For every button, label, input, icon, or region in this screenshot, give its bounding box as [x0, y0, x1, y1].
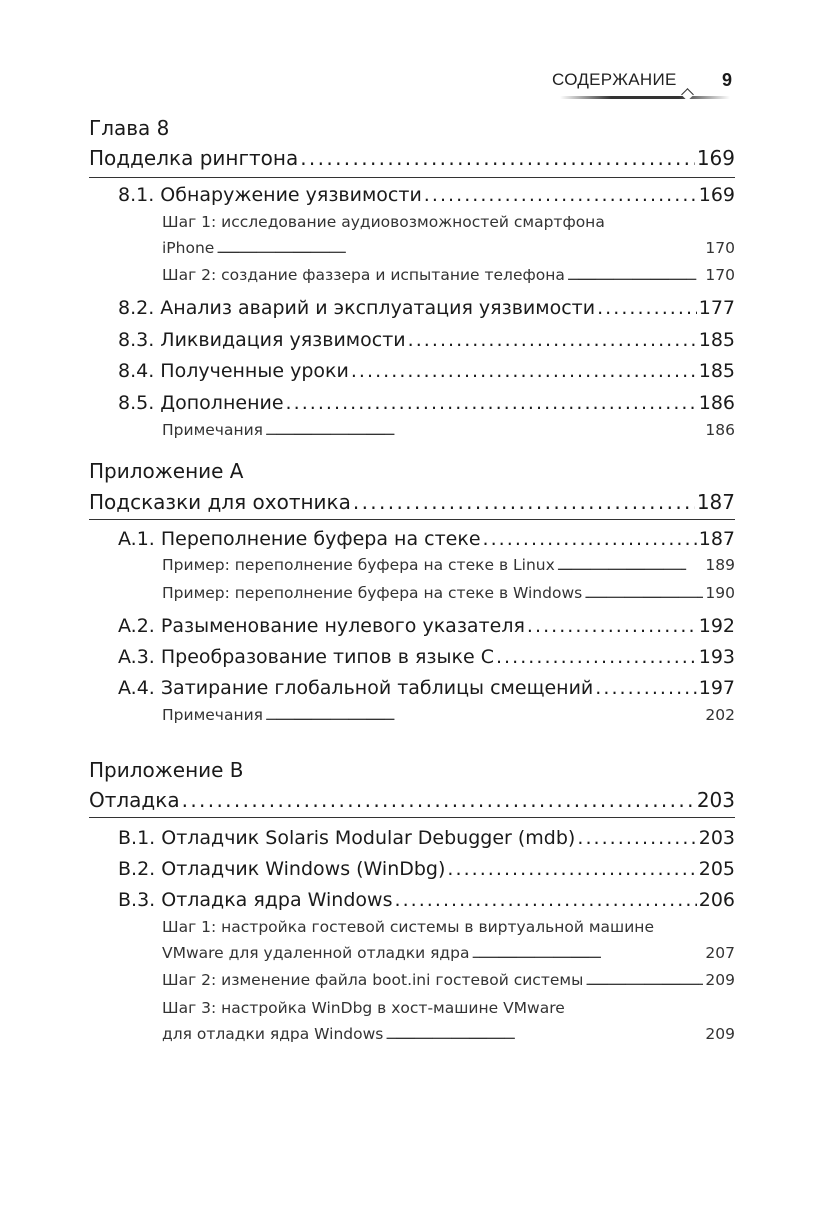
toc-entry-title: A.2. Разыменование нулевого указателя [118, 615, 525, 637]
toc-entry-page: 190 [705, 584, 735, 602]
toc-entry-sub [162, 213, 605, 231]
toc-entry-sub [162, 239, 735, 257]
dot-leader [585, 971, 703, 989]
dot-leader [584, 584, 703, 602]
toc-entry-chap [89, 758, 244, 782]
toc-entry-title: Шаг 2: создание фаззера и испытание телефона [162, 266, 565, 284]
toc-entry-title: B.1. Отладчик Solaris Modular Debugger (mdb) [118, 827, 576, 849]
toc-entry-title: B.2. Отладчик Windows (WinDbg) [118, 858, 446, 880]
dot-leader [483, 528, 697, 550]
header-rule [560, 96, 730, 99]
toc-entry-chap-title [89, 788, 735, 812]
toc-entry-title: для отладки ядра Windows [162, 1025, 384, 1043]
chapter-rule [89, 519, 735, 520]
dot-leader [394, 889, 696, 911]
dot-leader [527, 615, 697, 637]
toc-entry-sec [118, 615, 735, 637]
dot-leader [353, 490, 695, 514]
toc-entry-title: Подделка рингтона [89, 146, 299, 170]
toc-entry-sub [162, 421, 735, 439]
toc-entry-sub [162, 944, 735, 962]
toc-entry-sec [118, 889, 735, 911]
dot-leader [577, 827, 696, 849]
toc-entry-page: 170 [705, 239, 735, 257]
dot-leader [286, 392, 697, 414]
toc-entry-title: 8.4. Полученные уроки [118, 360, 349, 382]
toc-entry-sub [162, 999, 565, 1017]
toc-entry-page: 189 [705, 556, 735, 574]
toc-entry-title: Отладка [89, 788, 180, 812]
toc-entry-title: A.3. Преобразование типов в языке C [118, 646, 494, 668]
toc-entry-sec [118, 184, 735, 206]
toc-entry-title: A.4. Затирание глобальной таблицы смещений [118, 677, 594, 699]
toc-entry-sub [162, 266, 735, 284]
dot-leader [567, 266, 704, 284]
toc-entry-sec [118, 297, 735, 319]
toc-entry-page: 185 [698, 360, 735, 382]
toc-entry-sec [118, 392, 735, 414]
toc-entry-title: Шаг 3: настройка WinDbg в хост-машине VMware [162, 999, 565, 1017]
toc-entry-page: 207 [705, 944, 735, 962]
toc-entry-page: 169 [698, 184, 735, 206]
toc-entry-sub [162, 706, 735, 724]
toc-entry-page: 209 [705, 971, 735, 989]
dot-leader [408, 329, 697, 351]
toc-entry-page: 187 [696, 490, 735, 514]
toc-entry-sub [162, 1025, 735, 1043]
dot-leader [265, 706, 703, 724]
toc-entry-title: Шаг 1: исследование аудиовозможностей смартфона [162, 213, 605, 231]
toc-entry-title: Примечания [162, 706, 263, 724]
toc-entry-title: Приложение B [89, 758, 244, 782]
toc-entry-page: 209 [705, 1025, 735, 1043]
toc-entry-title: Шаг 1: настройка гостевой системы в виртуальной машине [162, 918, 654, 936]
chapter-rule [89, 817, 735, 818]
toc-entry-page: 193 [698, 646, 735, 668]
dot-leader [496, 646, 697, 668]
dot-leader [182, 788, 695, 812]
toc-entry-chap [89, 459, 244, 483]
dot-leader [447, 858, 696, 880]
toc-entry-page: 192 [698, 615, 735, 637]
toc-entry-title: Глава 8 [89, 116, 170, 140]
toc-entry-page: 169 [696, 146, 735, 170]
dot-leader [385, 1025, 703, 1043]
toc-entry-sub [162, 556, 735, 574]
toc-entry-title: Пример: переполнение буфера на стеке в Windows [162, 584, 583, 602]
toc-entry-sec [118, 329, 735, 351]
toc-entry-title: Подсказки для охотника [89, 490, 351, 514]
dot-leader [557, 556, 704, 574]
toc-entry-page: 203 [698, 827, 735, 849]
dot-leader [595, 677, 696, 699]
toc-entry-sec [118, 827, 735, 849]
running-header-title: СОДЕРЖАНИЕ [552, 70, 677, 89]
toc-entry-title: A.1. Переполнение буфера на стеке [118, 528, 481, 550]
toc-entry-chap-title [89, 490, 735, 514]
toc-entry-title: 8.2. Анализ аварий и эксплуатация уязвимости [118, 297, 596, 319]
toc-entry-page: 197 [698, 677, 735, 699]
toc-entry-sec [118, 646, 735, 668]
toc-entry-title: 8.5. Дополнение [118, 392, 284, 414]
toc-entry-sec [118, 858, 735, 880]
page-number: 9 [722, 70, 733, 90]
toc-entry-title: B.3. Отладка ядра Windows [118, 889, 393, 911]
dot-leader [424, 184, 697, 206]
toc-entry-sec [118, 360, 735, 382]
toc-entry-page: 203 [696, 788, 735, 812]
toc-entry-title: 8.1. Обнаружение уязвимости [118, 184, 422, 206]
chapter-rule [89, 177, 735, 178]
dot-leader [471, 944, 703, 962]
toc-entry-page: 170 [705, 266, 735, 284]
toc-entry-title: Пример: переполнение буфера на стеке в Linux [162, 556, 555, 574]
toc-entry-page: 205 [698, 858, 735, 880]
toc-entry-sec [118, 677, 735, 699]
dot-leader [265, 421, 703, 439]
toc-entry-page: 186 [705, 421, 735, 439]
dot-leader [351, 360, 697, 382]
toc-entry-page: 185 [698, 329, 735, 351]
dot-leader [300, 146, 695, 170]
toc-entry-title: 8.3. Ликвидация уязвимости [118, 329, 406, 351]
toc-entry-sub [162, 971, 735, 989]
toc-entry-title: iPhone [162, 239, 215, 257]
toc-entry-page: 206 [698, 889, 735, 911]
toc-entry-title: Приложение А [89, 459, 244, 483]
dot-leader [597, 297, 697, 319]
toc-entry-title: Примечания [162, 421, 263, 439]
toc-entry-sec [118, 528, 735, 550]
toc-entry-page: 186 [698, 392, 735, 414]
toc-entry-title: VMware для удаленной отладки ядра [162, 944, 470, 962]
toc-entry-chap-title [89, 146, 735, 170]
toc-entry-page: 177 [698, 297, 735, 319]
toc-entry-chap [89, 116, 169, 140]
toc-entry-title: Шаг 2: изменение файла boot.ini гостевой системы [162, 971, 584, 989]
toc-entry-sub [162, 918, 654, 936]
toc-entry-sub [162, 584, 735, 602]
toc-entry-page: 202 [705, 706, 735, 724]
toc-entry-page: 187 [698, 528, 735, 550]
dot-leader [216, 239, 703, 257]
